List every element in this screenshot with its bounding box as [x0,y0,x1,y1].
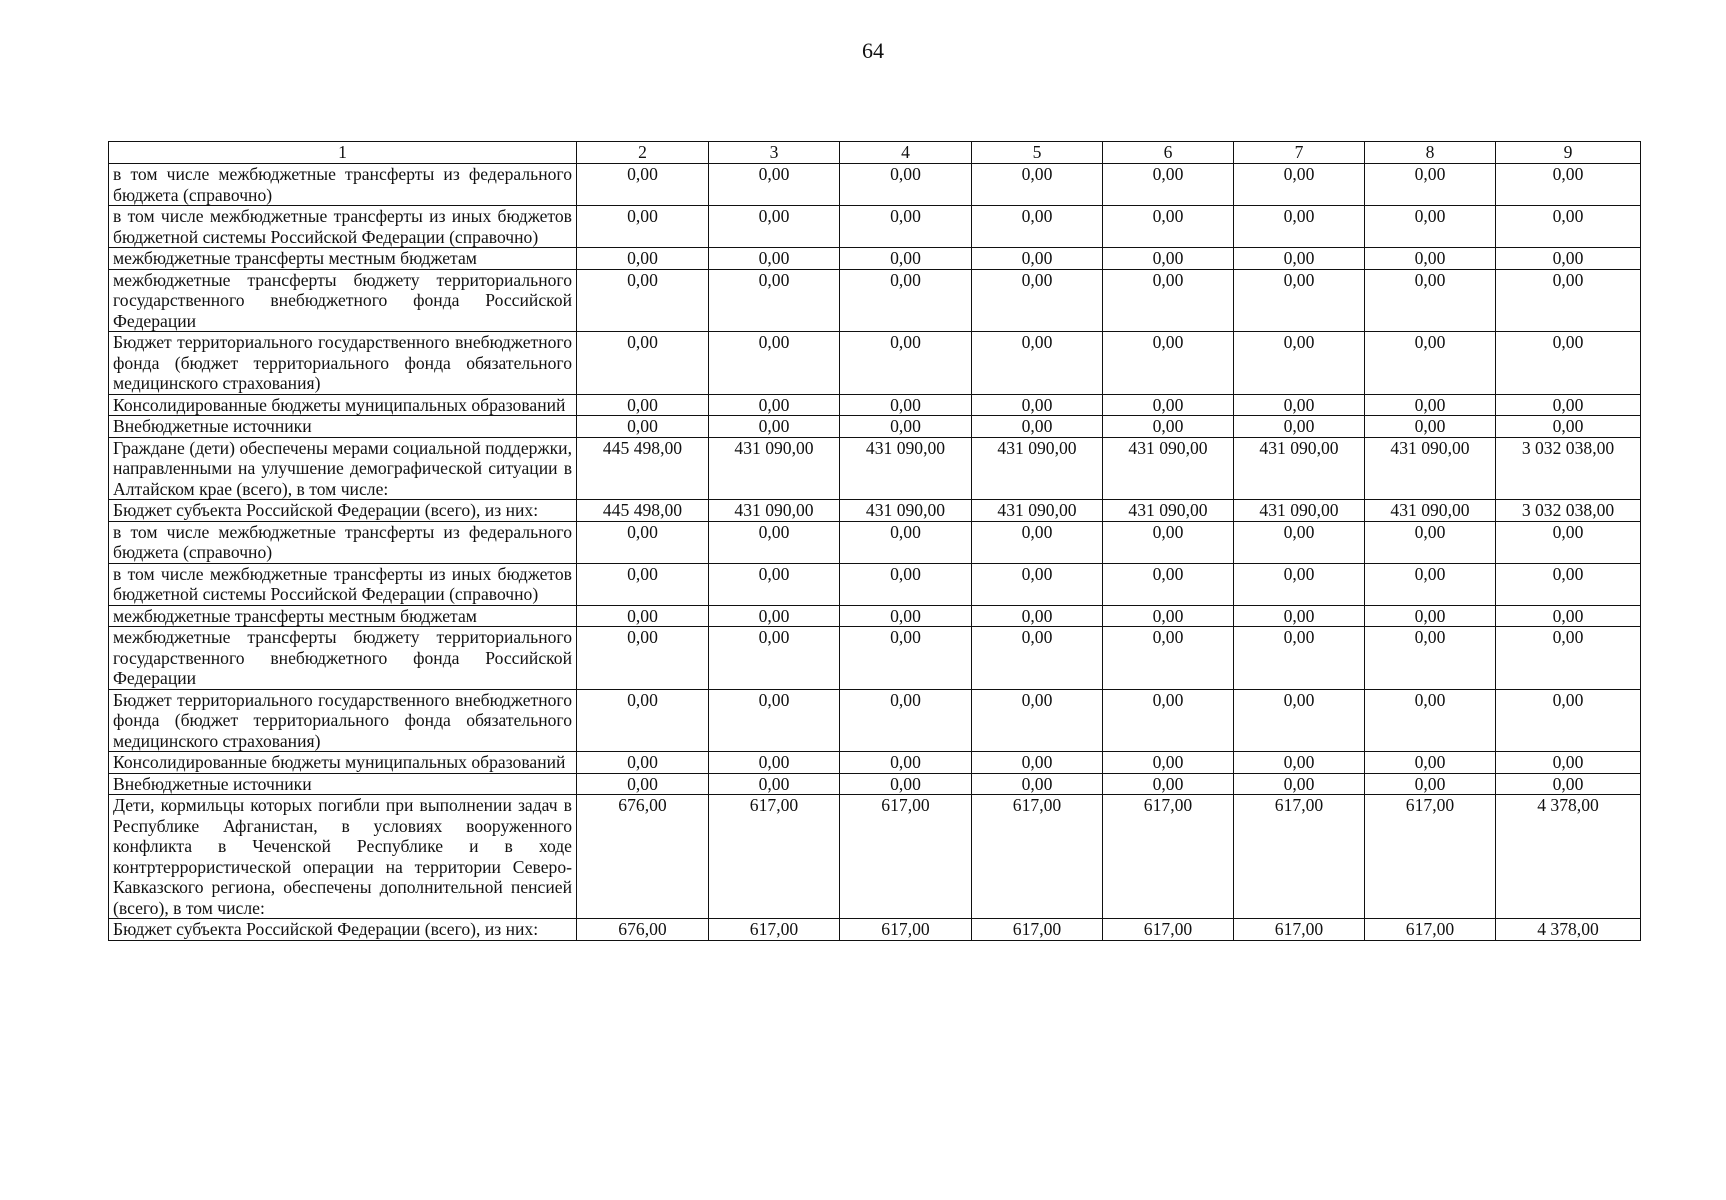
row-label: Бюджет территориального государственного внебюджетного фонда (бюджет территориального фонда обязательного медицинского страхования) [109,332,577,395]
value-cell: 0,00 [1103,773,1234,795]
value-cell: 0,00 [709,752,840,774]
value-cell: 617,00 [1234,919,1365,941]
value-cell: 617,00 [972,919,1103,941]
value-cell: 0,00 [1234,773,1365,795]
column-header: 5 [972,142,1103,164]
column-header: 4 [840,142,972,164]
table-row [109,563,1641,605]
column-header: 7 [1234,142,1365,164]
value-cell: 0,00 [1496,394,1641,416]
value-cell: 0,00 [840,563,972,605]
value-cell: 0,00 [1103,248,1234,270]
value-cell: 617,00 [1103,795,1234,919]
row-label: межбюджетные трансферты местным бюджетам [109,248,577,270]
row-label: Бюджет территориального государственного внебюджетного фонда (бюджет территориального фонда обязательного медицинского страхования) [109,689,577,752]
value-cell: 0,00 [972,394,1103,416]
value-cell: 0,00 [1365,269,1496,332]
value-cell: 0,00 [1496,416,1641,438]
value-cell: 0,00 [1234,332,1365,395]
table-row [109,164,1641,206]
column-header: 1 [109,142,577,164]
value-cell: 3 032 038,00 [1496,437,1641,500]
table-row [109,773,1641,795]
budget-table [108,141,1641,941]
value-cell: 0,00 [840,206,972,248]
value-cell: 0,00 [1103,269,1234,332]
value-cell: 0,00 [1365,164,1496,206]
value-cell: 0,00 [1103,605,1234,627]
value-cell: 0,00 [972,752,1103,774]
value-cell: 0,00 [972,164,1103,206]
table-row [109,605,1641,627]
value-cell: 3 032 038,00 [1496,500,1641,522]
value-cell: 0,00 [1103,521,1234,563]
value-cell: 0,00 [1496,521,1641,563]
column-header: 3 [709,142,840,164]
row-label: Дети, кормильцы которых погибли при выполнении задач в Республике Афганистан, в условиях вооруженного конфликта в Чеченской Республике и в ходе контртеррористической операции на территории Северо-Кавказского региона, обеспечены дополнительной пенсией (всего), в том числе: [109,795,577,919]
value-cell: 431 090,00 [1234,500,1365,522]
value-cell: 0,00 [709,206,840,248]
value-cell: 0,00 [1365,605,1496,627]
value-cell: 0,00 [840,248,972,270]
value-cell: 0,00 [1365,332,1496,395]
value-cell: 617,00 [709,795,840,919]
value-cell: 0,00 [1103,627,1234,690]
value-cell: 0,00 [1234,521,1365,563]
value-cell: 0,00 [840,269,972,332]
value-cell: 431 090,00 [1365,437,1496,500]
value-cell: 0,00 [1496,248,1641,270]
value-cell: 0,00 [1234,605,1365,627]
value-cell: 676,00 [577,795,709,919]
value-cell: 0,00 [840,164,972,206]
value-cell: 0,00 [1365,206,1496,248]
value-cell: 431 090,00 [709,437,840,500]
value-cell: 0,00 [1103,563,1234,605]
row-label: Граждане (дети) обеспечены мерами социальной поддержки, направленными на улучшение демографической ситуации в Алтайском крае (всего), в том числе: [109,437,577,500]
value-cell: 617,00 [1103,919,1234,941]
value-cell: 0,00 [1234,206,1365,248]
value-cell: 0,00 [972,605,1103,627]
value-cell: 0,00 [709,269,840,332]
value-cell: 0,00 [1496,605,1641,627]
value-cell: 0,00 [1496,773,1641,795]
value-cell: 0,00 [1365,521,1496,563]
row-label: в том числе межбюджетные трансферты из иных бюджетов бюджетной системы Российской Федерации (справочно) [109,563,577,605]
value-cell: 0,00 [972,248,1103,270]
row-label: межбюджетные трансферты бюджету территориального государственного внебюджетного фонда Российской Федерации [109,627,577,690]
table-row [109,752,1641,774]
column-header: 2 [577,142,709,164]
value-cell: 0,00 [840,773,972,795]
value-cell: 617,00 [1234,795,1365,919]
value-cell: 0,00 [1103,752,1234,774]
value-cell: 0,00 [840,752,972,774]
column-header: 9 [1496,142,1641,164]
value-cell: 0,00 [840,627,972,690]
table-row [109,795,1641,919]
value-cell: 617,00 [1365,919,1496,941]
table-row [109,332,1641,395]
value-cell: 0,00 [577,394,709,416]
value-cell: 0,00 [709,605,840,627]
value-cell: 0,00 [972,689,1103,752]
row-label: Консолидированные бюджеты муниципальных образований [109,394,577,416]
value-cell: 0,00 [1234,752,1365,774]
value-cell: 0,00 [577,521,709,563]
column-header: 8 [1365,142,1496,164]
value-cell: 431 090,00 [1365,500,1496,522]
row-label: межбюджетные трансферты местным бюджетам [109,605,577,627]
value-cell: 617,00 [972,795,1103,919]
row-label: в том числе межбюджетные трансферты из федерального бюджета (справочно) [109,521,577,563]
value-cell: 0,00 [709,563,840,605]
value-cell: 0,00 [840,394,972,416]
row-label: Бюджет субъекта Российской Федерации (всего), из них: [109,919,577,941]
row-label: Внебюджетные источники [109,773,577,795]
value-cell: 0,00 [709,394,840,416]
value-cell: 0,00 [709,332,840,395]
value-cell: 0,00 [1496,752,1641,774]
value-cell: 0,00 [1234,269,1365,332]
value-cell: 0,00 [577,752,709,774]
value-cell: 0,00 [577,164,709,206]
value-cell: 676,00 [577,919,709,941]
value-cell: 0,00 [1496,332,1641,395]
value-cell: 4 378,00 [1496,795,1641,919]
value-cell: 0,00 [577,605,709,627]
value-cell: 0,00 [840,416,972,438]
table-row [109,206,1641,248]
value-cell: 0,00 [1234,248,1365,270]
value-cell: 431 090,00 [1234,437,1365,500]
value-cell: 0,00 [1234,627,1365,690]
value-cell: 0,00 [577,269,709,332]
value-cell: 0,00 [577,563,709,605]
value-cell: 0,00 [1103,689,1234,752]
value-cell: 0,00 [972,627,1103,690]
value-cell: 0,00 [840,689,972,752]
value-cell: 431 090,00 [840,500,972,522]
value-cell: 0,00 [1234,563,1365,605]
page-number: 64 [862,38,884,63]
row-label: Консолидированные бюджеты муниципальных образований [109,752,577,774]
value-cell: 431 090,00 [972,500,1103,522]
value-cell: 0,00 [1103,394,1234,416]
value-cell: 431 090,00 [972,437,1103,500]
table-row [109,416,1641,438]
value-cell: 617,00 [840,795,972,919]
value-cell: 0,00 [972,269,1103,332]
row-label: Внебюджетные источники [109,416,577,438]
value-cell: 0,00 [1103,332,1234,395]
value-cell: 0,00 [1234,164,1365,206]
value-cell: 0,00 [1365,627,1496,690]
table-row [109,689,1641,752]
value-cell: 617,00 [709,919,840,941]
value-cell: 0,00 [709,689,840,752]
table-body [109,164,1641,941]
value-cell: 0,00 [1365,248,1496,270]
value-cell: 0,00 [972,416,1103,438]
table-row [109,627,1641,690]
value-cell: 617,00 [840,919,972,941]
value-cell: 0,00 [709,416,840,438]
value-cell: 0,00 [709,773,840,795]
row-label: Бюджет субъекта Российской Федерации (всего), из них: [109,500,577,522]
value-cell: 431 090,00 [1103,437,1234,500]
table-row [109,500,1641,522]
table-row [109,269,1641,332]
value-cell: 0,00 [709,521,840,563]
value-cell: 0,00 [840,605,972,627]
value-cell: 0,00 [1496,269,1641,332]
row-label: в том числе межбюджетные трансферты из федерального бюджета (справочно) [109,164,577,206]
value-cell: 0,00 [577,416,709,438]
row-label: межбюджетные трансферты бюджету территориального государственного внебюджетного фонда Российской Федерации [109,269,577,332]
value-cell: 0,00 [577,248,709,270]
value-cell: 0,00 [1365,773,1496,795]
value-cell: 4 378,00 [1496,919,1641,941]
header-row [109,142,1641,164]
value-cell: 0,00 [972,521,1103,563]
value-cell: 0,00 [577,332,709,395]
table-row [109,521,1641,563]
table-row [109,437,1641,500]
value-cell: 0,00 [577,773,709,795]
value-cell: 0,00 [972,332,1103,395]
value-cell: 431 090,00 [840,437,972,500]
value-cell: 431 090,00 [709,500,840,522]
table-row [109,248,1641,270]
value-cell: 0,00 [1103,164,1234,206]
value-cell: 0,00 [577,689,709,752]
value-cell: 617,00 [1365,795,1496,919]
value-cell: 0,00 [577,627,709,690]
value-cell: 0,00 [1365,752,1496,774]
value-cell: 0,00 [1496,689,1641,752]
value-cell: 0,00 [1365,416,1496,438]
value-cell: 0,00 [972,563,1103,605]
value-cell: 0,00 [1365,563,1496,605]
table-row [109,919,1641,941]
value-cell: 0,00 [1365,394,1496,416]
value-cell: 445 498,00 [577,500,709,522]
value-cell: 431 090,00 [1103,500,1234,522]
value-cell: 0,00 [840,521,972,563]
value-cell: 0,00 [1496,563,1641,605]
value-cell: 0,00 [972,206,1103,248]
value-cell: 0,00 [1496,164,1641,206]
value-cell: 0,00 [840,332,972,395]
value-cell: 0,00 [709,164,840,206]
value-cell: 0,00 [972,773,1103,795]
value-cell: 0,00 [1496,627,1641,690]
value-cell: 445 498,00 [577,437,709,500]
value-cell: 0,00 [577,206,709,248]
table-row [109,394,1641,416]
value-cell: 0,00 [1103,206,1234,248]
value-cell: 0,00 [1234,394,1365,416]
value-cell: 0,00 [1103,416,1234,438]
value-cell: 0,00 [709,627,840,690]
value-cell: 0,00 [709,248,840,270]
value-cell: 0,00 [1496,206,1641,248]
value-cell: 0,00 [1365,689,1496,752]
row-label: в том числе межбюджетные трансферты из иных бюджетов бюджетной системы Российской Федерации (справочно) [109,206,577,248]
value-cell: 0,00 [1234,689,1365,752]
value-cell: 0,00 [1234,416,1365,438]
column-header: 6 [1103,142,1234,164]
